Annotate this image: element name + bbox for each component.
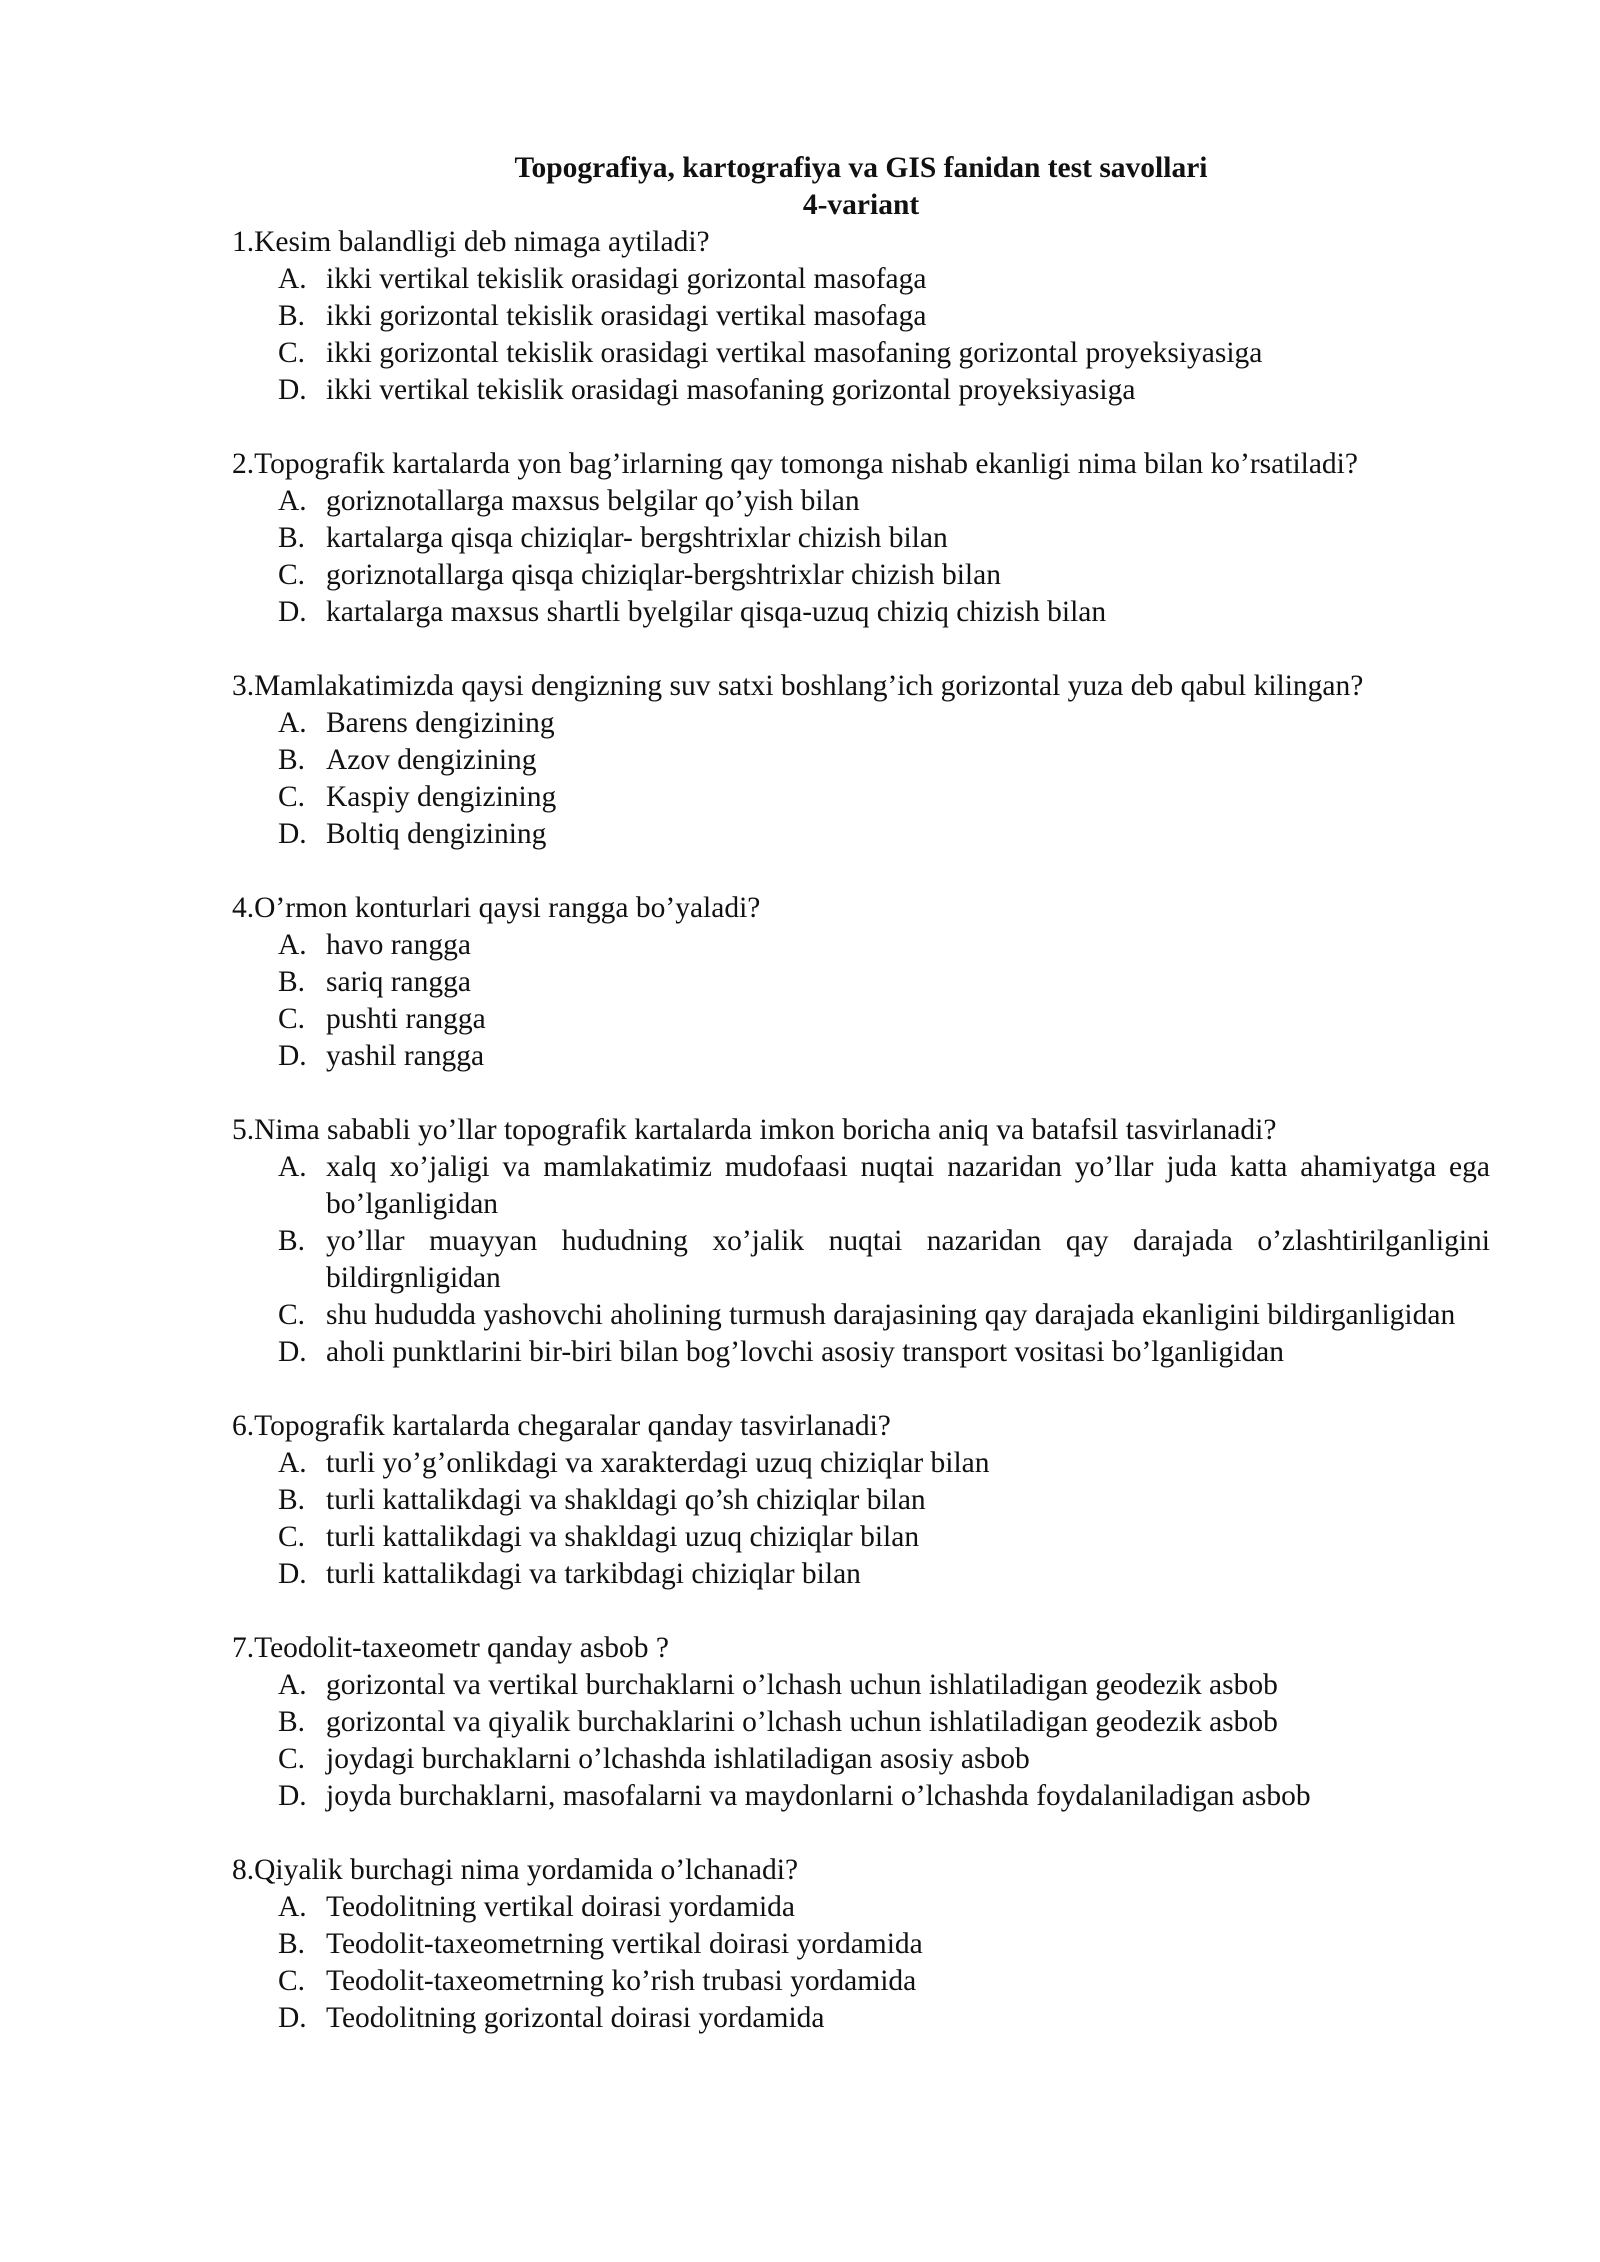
answer-option — [232, 1926, 1490, 1963]
option-letter: D. — [278, 374, 307, 406]
answer-option — [232, 298, 1490, 335]
option-text: gorizontal va qiyalik burchaklarini o’lchash uchun ishlatiladigan geodezik asbob — [326, 1706, 1278, 1738]
option-text: Teodolit-taxeometrning ko’rish trubasi yordamida — [326, 1965, 917, 1997]
option-letter: D. — [278, 1040, 307, 1072]
answer-option — [232, 1556, 1490, 1593]
answer-option — [232, 1223, 1490, 1297]
option-text: gorizontal va vertikal burchaklarni o’lchash uchun ishlatiladigan geodezik asbob — [326, 1669, 1278, 1701]
answer-option — [232, 483, 1490, 520]
answer-options — [232, 1149, 1490, 1371]
answer-option — [232, 1445, 1490, 1482]
question-text: 6.Topografik kartalarda chegaralar qanday tasvirlanadi? — [232, 1410, 891, 1442]
answer-option — [232, 1297, 1490, 1334]
answer-option — [232, 1778, 1490, 1815]
document-body — [232, 150, 1490, 2037]
answer-option — [232, 520, 1490, 557]
option-text: turli kattalikdagi va shakldagi qo’sh chiziqlar bilan — [326, 1484, 926, 1516]
question-text: 5.Nima sababli yo’llar topografik kartalarda imkon boricha aniq va batafsil tasvirlanadi? — [232, 1114, 1277, 1146]
option-text: havo rangga — [326, 929, 471, 961]
question-block — [232, 1408, 1490, 1593]
answer-option — [232, 1482, 1490, 1519]
answer-options — [232, 927, 1490, 1075]
question-text: 1.Kesim balandligi deb nimaga aytiladi? — [232, 226, 710, 258]
question-block — [232, 1852, 1490, 2037]
option-letter: C. — [278, 1299, 306, 1331]
option-letter: C. — [278, 781, 306, 813]
option-letter: A. — [278, 1891, 307, 1923]
answer-option — [232, 1963, 1490, 2000]
answer-option — [232, 372, 1490, 409]
question-text: 4.O’rmon konturlari qaysi rangga bo’yaladi? — [232, 892, 761, 924]
answer-options — [232, 705, 1490, 853]
option-letter: B. — [278, 300, 306, 332]
option-text: joydagi burchaklarni o’lchashda ishlatiladigan asosiy asbob — [326, 1743, 1030, 1775]
answer-option — [232, 1149, 1490, 1223]
answer-options — [232, 1889, 1490, 2037]
option-text: ikki gorizontal tekislik orasidagi vertikal masofaning gorizontal proyeksiyasiga — [326, 337, 1263, 369]
option-letter: C. — [278, 1003, 306, 1035]
document-title — [232, 150, 1490, 224]
option-text: ikki gorizontal tekislik orasidagi vertikal masofaga — [326, 300, 927, 332]
option-letter: D. — [278, 1336, 307, 1368]
option-text: goriznotallarga maxsus belgilar qo’yish bilan — [326, 485, 860, 517]
answer-option — [232, 816, 1490, 853]
option-text: ikki vertikal tekislik orasidagi gorizontal masofaga — [326, 263, 927, 295]
option-letter: C. — [278, 1965, 306, 1997]
option-letter: B. — [278, 522, 306, 554]
option-text: Teodolit-taxeometrning vertikal doirasi yordamida — [326, 1928, 923, 1960]
variant-label: 4-variant — [802, 189, 920, 221]
answer-options — [232, 261, 1490, 409]
answer-option — [232, 2000, 1490, 2037]
title-text: Topografiya, kartografiya va GIS fanidan test savollari — [514, 152, 1208, 184]
option-letter: B. — [278, 1484, 306, 1516]
answer-options — [232, 483, 1490, 631]
option-letter: B. — [278, 1706, 306, 1738]
option-text: kartalarga qisqa chiziqlar- bergshtrixlar chizish bilan — [326, 522, 948, 554]
answer-option — [232, 779, 1490, 816]
option-text: Teodolitning gorizontal doirasi yordamida — [326, 2002, 825, 2034]
answer-option — [232, 964, 1490, 1001]
question-block — [232, 1630, 1490, 1815]
option-letter: B. — [278, 744, 306, 776]
option-letter: A. — [278, 263, 307, 295]
option-letter: B. — [278, 966, 306, 998]
answer-option — [232, 1704, 1490, 1741]
option-text: turli kattalikdagi va tarkibdagi chiziqlar bilan — [326, 1558, 861, 1590]
answer-option — [232, 1001, 1490, 1038]
option-text: shu hududda yashovchi aholining turmush darajasining qay darajada ekanligini bildirganligidan — [326, 1299, 1456, 1331]
option-letter: A. — [278, 1669, 307, 1701]
answer-option — [232, 1889, 1490, 1926]
question-block — [232, 1112, 1490, 1371]
option-letter: A. — [278, 707, 307, 739]
option-letter: A. — [278, 929, 307, 961]
option-letter: B. — [278, 1928, 306, 1960]
question-block — [232, 890, 1490, 1075]
option-letter: D. — [278, 2002, 307, 2034]
answer-option — [232, 335, 1490, 372]
question-block — [232, 224, 1490, 409]
option-letter: A. — [278, 1151, 307, 1183]
answer-options — [232, 1445, 1490, 1593]
option-letter: C. — [278, 1743, 306, 1775]
answer-option — [232, 261, 1490, 298]
option-letter: B. — [278, 1225, 306, 1257]
option-text: yo’llar muayyan hududning xo’jalik nuqtai nazaridan qay darajada o’zlashtirilganligini bildirgnligidan — [326, 1225, 1490, 1294]
option-letter: D. — [278, 596, 307, 628]
question-text: 3.Mamlakatimizda qaysi dengizning suv satxi boshlang’ich gorizontal yuza deb qabul kilingan? — [232, 670, 1364, 702]
option-text: Azov dengizining — [326, 744, 537, 776]
option-text: turli kattalikdagi va shakldagi uzuq chiziqlar bilan — [326, 1521, 920, 1553]
option-letter: C. — [278, 337, 306, 369]
answer-option — [232, 1038, 1490, 1075]
question-text: 8.Qiyalik burchagi nima yordamida o’lchanadi? — [232, 1854, 799, 1886]
option-letter: A. — [278, 1447, 307, 1479]
option-text: Boltiq dengizining — [326, 818, 547, 850]
answer-options — [232, 1667, 1490, 1815]
option-letter: D. — [278, 1780, 307, 1812]
option-text: Kaspiy dengizining — [326, 781, 557, 813]
answer-option — [232, 742, 1490, 779]
option-text: ikki vertikal tekislik orasidagi masofaning gorizontal proyeksiyasiga — [326, 374, 1136, 406]
answer-option — [232, 557, 1490, 594]
option-text: Barens dengizining — [326, 707, 555, 739]
question-list — [232, 224, 1490, 2037]
answer-option — [232, 1667, 1490, 1704]
option-text: aholi punktlarini bir-biri bilan bog’lovchi asosiy transport vositasi bo’lganligidan — [326, 1336, 1285, 1368]
option-text: yashil rangga — [326, 1040, 485, 1072]
option-letter: C. — [278, 1521, 306, 1553]
question-block — [232, 668, 1490, 853]
answer-option — [232, 1334, 1490, 1371]
option-letter: D. — [278, 818, 307, 850]
option-text: kartalarga maxsus shartli byelgilar qisqa-uzuq chiziq chizish bilan — [326, 596, 1107, 628]
answer-option — [232, 1519, 1490, 1556]
answer-option — [232, 705, 1490, 742]
option-letter: D. — [278, 1558, 307, 1590]
answer-option — [232, 927, 1490, 964]
option-letter: A. — [278, 485, 307, 517]
answer-option — [232, 594, 1490, 631]
option-text: sariq rangga — [326, 966, 471, 998]
option-text: joyda burchaklarni, masofalarni va maydonlarni o’lchashda foydalaniladigan asbob — [326, 1780, 1311, 1812]
option-text: pushti rangga — [326, 1003, 486, 1035]
question-block — [232, 446, 1490, 631]
question-text: 7.Teodolit-taxeometr qanday asbob ? — [232, 1632, 670, 1664]
question-text: 2.Topografik kartalarda yon bag’irlarning qay tomonga nishab ekanligi nima bilan ko’rsatiladi? — [232, 448, 1358, 480]
option-text: xalq xo’jaligi va mamlakatimiz mudofaasi nuqtai nazaridan yo’llar juda katta ahamiyatga ega bo’lganligidan — [326, 1151, 1490, 1220]
option-text: goriznotallarga qisqa chiziqlar-bergshtrixlar chizish bilan — [326, 559, 1001, 591]
option-letter: C. — [278, 559, 306, 591]
option-text: turli yo’g’onlikdagi va xarakterdagi uzuq chiziqlar bilan — [326, 1447, 990, 1479]
option-text: Teodolitning vertikal doirasi yordamida — [326, 1891, 796, 1923]
answer-option — [232, 1741, 1490, 1778]
